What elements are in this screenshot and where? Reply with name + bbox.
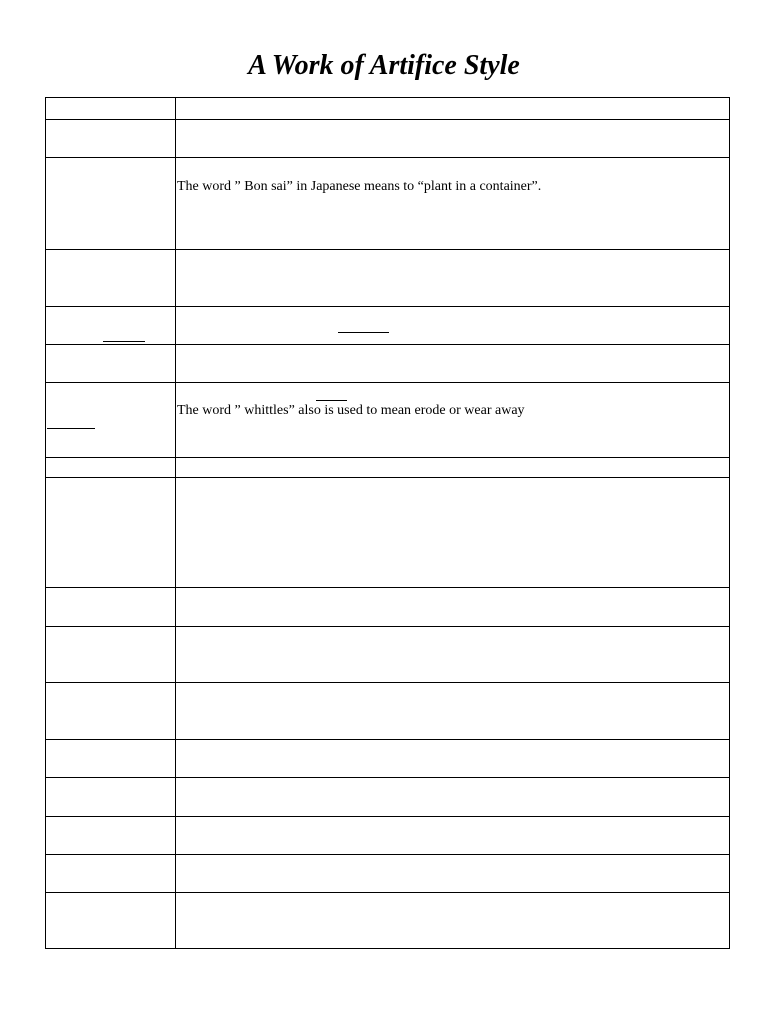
row-label-cell[interactable] bbox=[46, 683, 176, 740]
worksheet-table bbox=[45, 97, 730, 949]
row-label-cell[interactable] bbox=[46, 120, 176, 158]
row-content-cell[interactable] bbox=[176, 345, 730, 383]
row-content-cell[interactable] bbox=[176, 855, 730, 893]
table-row bbox=[46, 778, 730, 817]
row-label-cell[interactable] bbox=[46, 855, 176, 893]
table-row bbox=[46, 250, 730, 307]
row-label-cell[interactable] bbox=[46, 588, 176, 627]
table-row bbox=[46, 740, 730, 778]
row-content-cell[interactable] bbox=[176, 893, 730, 949]
table-row bbox=[46, 383, 730, 458]
table-row bbox=[46, 683, 730, 740]
table-row bbox=[46, 158, 730, 250]
row-label-cell[interactable] bbox=[46, 740, 176, 778]
row-content-cell[interactable] bbox=[176, 98, 730, 120]
table-row bbox=[46, 345, 730, 383]
row-content-cell[interactable] bbox=[176, 817, 730, 855]
answer-blank-line bbox=[316, 400, 347, 401]
table-row bbox=[46, 627, 730, 683]
table-row bbox=[46, 817, 730, 855]
page-title: A Work of Artifice Style bbox=[248, 50, 520, 81]
row-label-cell[interactable] bbox=[46, 345, 176, 383]
row-content-cell[interactable] bbox=[176, 250, 730, 307]
answer-blank-line bbox=[47, 428, 95, 429]
cell-text: The word ” Bon sai” in Japanese means to “plant in a container”. bbox=[177, 179, 542, 194]
table-row bbox=[46, 893, 730, 949]
row-content-cell[interactable] bbox=[176, 120, 730, 158]
answer-blank-line bbox=[338, 332, 389, 333]
row-content-cell[interactable] bbox=[176, 778, 730, 817]
row-label-cell[interactable] bbox=[46, 778, 176, 817]
row-content-cell[interactable] bbox=[176, 627, 730, 683]
answer-blank-line bbox=[103, 341, 145, 342]
row-content-cell[interactable] bbox=[176, 478, 730, 588]
table-row bbox=[46, 588, 730, 627]
row-label-cell[interactable] bbox=[46, 98, 176, 120]
row-content-cell[interactable] bbox=[176, 307, 730, 345]
table-row bbox=[46, 855, 730, 893]
row-label-cell[interactable] bbox=[46, 158, 176, 250]
table-row bbox=[46, 307, 730, 345]
row-label-cell[interactable] bbox=[46, 458, 176, 478]
table-row bbox=[46, 478, 730, 588]
row-content-cell[interactable] bbox=[176, 158, 730, 250]
table-row bbox=[46, 120, 730, 158]
row-label-cell[interactable] bbox=[46, 478, 176, 588]
row-content-cell[interactable] bbox=[176, 588, 730, 627]
table-row bbox=[46, 458, 730, 478]
row-content-cell[interactable] bbox=[176, 683, 730, 740]
table-row bbox=[46, 98, 730, 120]
cell-text: The word ” whittles” also is used to mean erode or wear away bbox=[177, 403, 525, 418]
row-label-cell[interactable] bbox=[46, 627, 176, 683]
row-label-cell[interactable] bbox=[46, 250, 176, 307]
row-label-cell[interactable] bbox=[46, 383, 176, 458]
row-content-cell[interactable] bbox=[176, 740, 730, 778]
row-content-cell[interactable] bbox=[176, 383, 730, 458]
row-content-cell[interactable] bbox=[176, 458, 730, 478]
row-label-cell[interactable] bbox=[46, 817, 176, 855]
row-label-cell[interactable] bbox=[46, 307, 176, 345]
row-label-cell[interactable] bbox=[46, 893, 176, 949]
